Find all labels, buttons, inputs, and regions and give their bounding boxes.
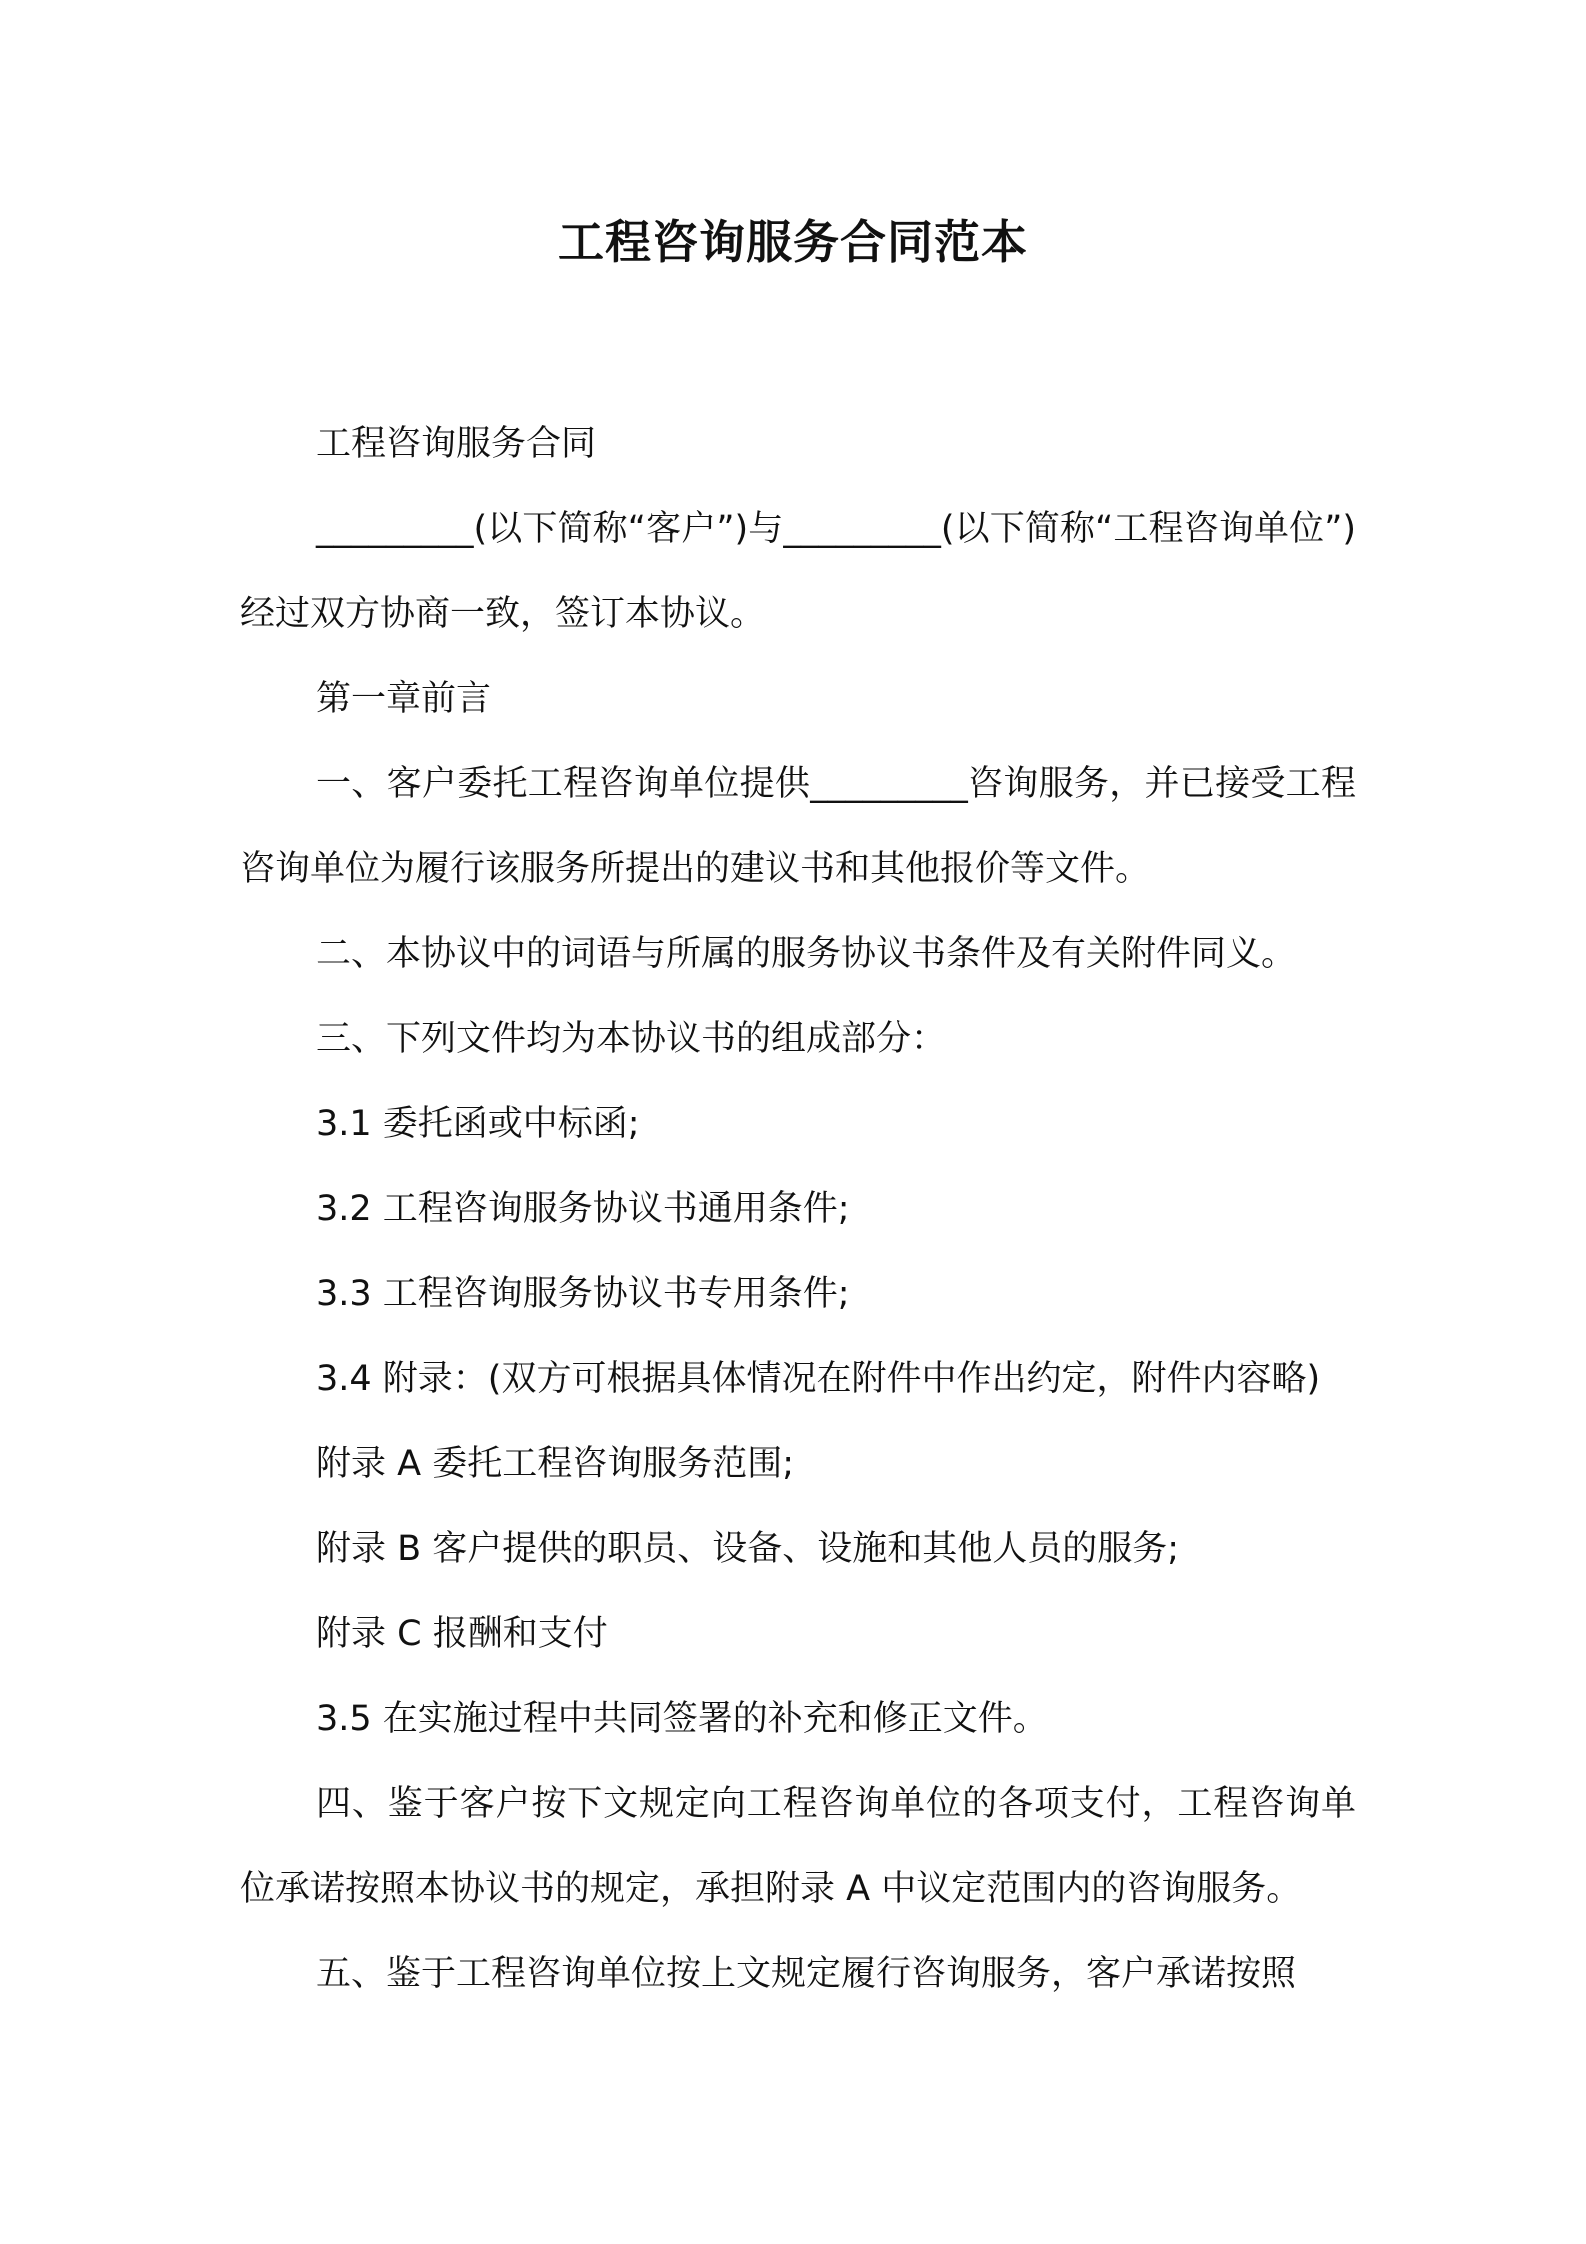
- document-title: 工程咨询服务合同范本: [558, 215, 1028, 269]
- clause-2: 二、本协议中的词语与所属的服务协议书条件及有关附件同义。: [316, 934, 1297, 974]
- item-3-5: 3.5 在实施过程中共同签署的补充和修正文件。: [316, 1699, 1048, 1739]
- appendix-a: 附录 A 委托工程咨询服务范围;: [316, 1444, 794, 1484]
- contract-heading: 工程咨询服务合同: [316, 424, 597, 464]
- document-body: [240, 402, 1356, 2017]
- item-3-4: 3.4 附录：(双方可根据具体情况在附件中作出约定，附件内容略): [316, 1359, 1321, 1399]
- appendix-b: 附录 B 客户提供的职员、设备、设施和其他人员的服务;: [316, 1529, 1180, 1569]
- clause-4: 四、鉴于客户按下文规定向工程咨询单位的各项支付，工程咨询单位承诺按照本协议书的规定，承担附录 A 中议定范围内的咨询服务。: [240, 1784, 1356, 1909]
- clause-3: 三、下列文件均为本协议书的组成部分：: [316, 1019, 947, 1059]
- parties-paragraph: _________(以下简称“客户”)与_________(以下简称“工程咨询单位”)经过双方协商一致，签订本协议。: [240, 509, 1356, 634]
- chapter-heading: 第一章前言: [316, 679, 492, 719]
- item-3-3: 3.3 工程咨询服务协议书专用条件;: [316, 1274, 850, 1314]
- item-3-1: 3.1 委托函或中标函;: [316, 1104, 640, 1144]
- item-3-2: 3.2 工程咨询服务协议书通用条件;: [316, 1189, 850, 1229]
- appendix-c: 附录 C 报酬和支付: [316, 1614, 608, 1654]
- clause-5: 五、鉴于工程咨询单位按上文规定履行咨询服务，客户承诺按照: [316, 1954, 1297, 1994]
- clause-1: 一、客户委托工程咨询单位提供_________咨询服务，并已接受工程咨询单位为履行该服务所提出的建议书和其他报价等文件。: [240, 764, 1356, 889]
